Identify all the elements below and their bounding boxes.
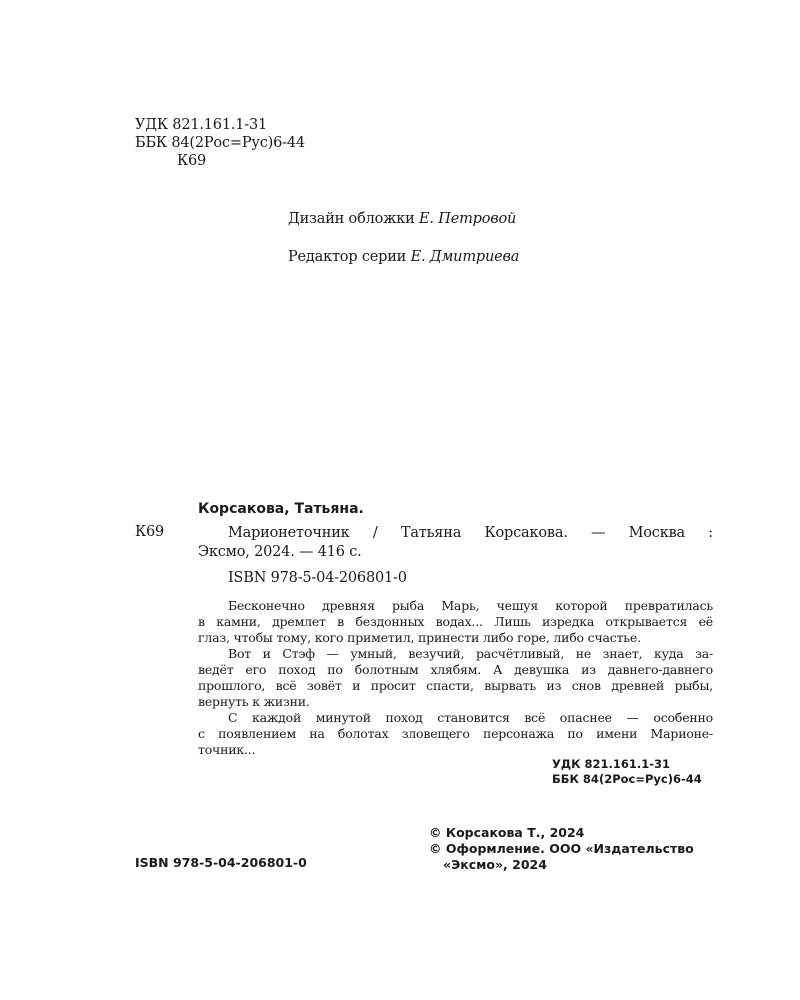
udk-code-right: УДК 821.161.1-31 (552, 757, 671, 771)
series-editor-label: Редактор серии (288, 249, 407, 265)
annotation-line: глаз, чтобы тому, кого приметил, принести либо горе, либо счастье. (198, 630, 641, 645)
udk-code: УДК 821.161.1-31 (135, 117, 268, 133)
annotation-line: в камни, дремлет в бездонных водах... Лишь изредка открывается её (198, 614, 713, 629)
bottom-isbn: ISBN 978-5-04-206801-0 (135, 855, 307, 870)
annotation-line: Вот и Стэф — умный, везучий, расчётливый, не знает, куда за- (228, 646, 713, 661)
bbk-code-right: ББК 84(2Рос=Рус)6-44 (552, 772, 702, 786)
author-mark: К69 (177, 153, 207, 169)
annotation-line: ведёт его поход по болотным хлябям. А девушка из давнего-давнего (198, 662, 713, 677)
annotation-line: С каждой минутой поход становится всё опаснее — особенно (228, 710, 713, 725)
copyright-design-line-1: © Оформление. ООО «Издательство (429, 841, 694, 856)
annotation-line: вернуть к жизни. (198, 694, 310, 709)
annotation-line: точник... (198, 742, 256, 757)
record-isbn: ISBN 978-5-04-206801-0 (228, 570, 407, 586)
author-heading: Корсакова, Татьяна. (198, 501, 364, 517)
series-editor-name: Е. Дмитриева (410, 249, 520, 265)
cover-designer-name: Е. Петровой (419, 211, 517, 227)
annotation-line: Бесконечно древняя рыба Марь, чешуя которой превратилась (228, 598, 713, 613)
cover-design-label: Дизайн обложки (288, 211, 415, 227)
annotation-line: прошлого, всё зовёт и просит спасти, вырвать из снов древней рыбы, (198, 678, 713, 693)
cover-design-credit (288, 211, 516, 227)
bbk-code: ББК 84(2Рос=Рус)6-44 (135, 135, 305, 151)
title-line-2: Эксмо, 2024. — 416 с. (198, 544, 362, 560)
copyright-author: © Корсакова Т., 2024 (429, 825, 585, 840)
annotation-line: с появлением на болотах зловещего персонажа по имени Марионе- (198, 726, 713, 741)
record-mark: К69 (135, 524, 165, 540)
title-line-1: Марионеточник / Татьяна Корсакова. — Москва : (228, 525, 713, 541)
copyright-design-line-2: «Эксмо», 2024 (443, 857, 547, 872)
series-editor-credit (288, 249, 519, 265)
